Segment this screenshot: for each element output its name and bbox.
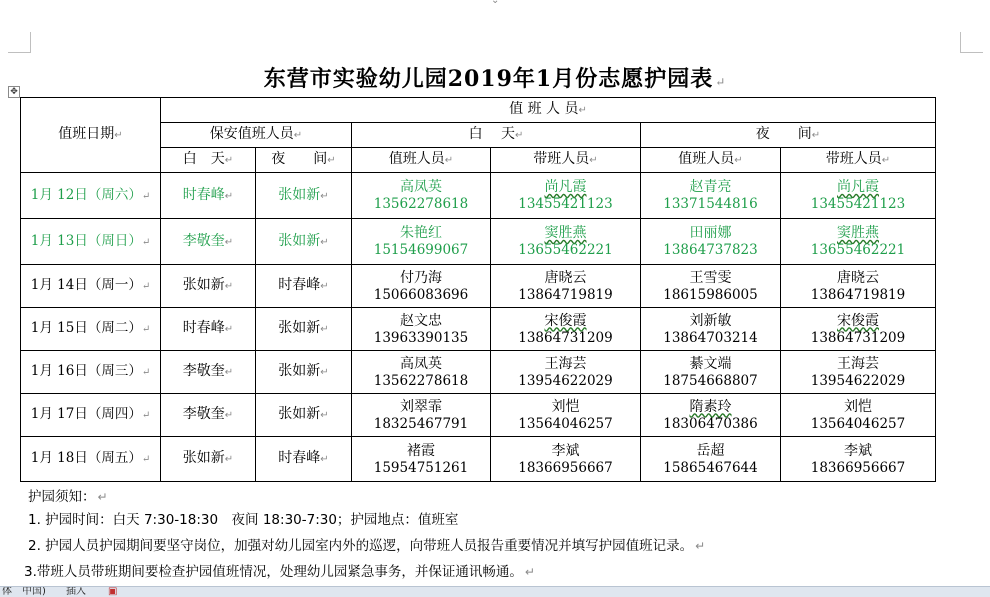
security-night-cell: 时春峰↵ (256, 265, 352, 308)
night-duty-cell: 王雪雯 18615986005 (641, 265, 781, 308)
security-day-cell: 张如新↵ (161, 437, 256, 482)
security-day-cell: 张如新↵ (161, 265, 256, 308)
notes-item-3: 3.带班人员带班期间要检查护园值班情况，处理幼儿园紧急事务，并保证通讯畅通。 ↵ (24, 564, 535, 580)
night-duty-cell: 田丽娜 13864737823 (641, 219, 781, 265)
header-date: 值班日期↵ (21, 98, 161, 173)
header-security-night: 夜 间↵ (256, 148, 352, 173)
table-row (21, 265, 936, 308)
night-lead-cell: 刘恺 13564046257 (781, 394, 936, 437)
header-night-lead: 带班人员↵ (781, 148, 936, 173)
spellcheck-icon[interactable]: ▣ (108, 586, 118, 597)
night-lead-cell: 尚凡霞 13455421123 (781, 173, 936, 219)
security-night-cell: 时春峰↵ (256, 437, 352, 482)
status-insert-mode[interactable]: 插入 (66, 586, 86, 597)
table-move-handle-icon[interactable]: ✥ (8, 86, 20, 98)
row-date: 1月 13日（周日）↵ (21, 219, 161, 265)
row-date: 1月 12日（周六）↵ (21, 173, 161, 219)
day-duty-cell: 赵文忠 13963390135 (352, 308, 491, 351)
notes-heading: 护园须知： ↵ (28, 489, 108, 505)
status-language[interactable]: 体 中国) (2, 586, 46, 597)
status-bar (0, 586, 990, 597)
header-staff: 值 班 人 员↵ (161, 98, 936, 123)
day-lead-cell: 唐晓云 13864719819 (491, 265, 641, 308)
day-lead-cell: 刘恺 13564046257 (491, 394, 641, 437)
notes-item-1: 1. 护园时间：白天 7:30-18:30 夜间 18:30-7:30；护园地点：值班室 (28, 512, 459, 528)
night-duty-cell: 綦文端 18754668807 (641, 351, 781, 394)
night-lead-cell: 李斌 18366956667 (781, 437, 936, 482)
document-title: 东营市实验幼儿园2019年1月份志愿护园表 ↵ (263, 66, 727, 92)
duty-table (20, 97, 936, 482)
day-lead-cell: 王海芸 13954622029 (491, 351, 641, 394)
night-duty-cell: 岳超 15865467644 (641, 437, 781, 482)
scroll-marker-icon: ⌄ (491, 0, 500, 6)
night-duty-cell: 隋素玲 18306470386 (641, 394, 781, 437)
header-night: 夜 间↵ (641, 123, 936, 148)
notes-section (24, 487, 928, 585)
table-row (21, 394, 936, 437)
day-duty-cell: 高凤英 13562278618 (352, 173, 491, 219)
row-date: 1月 17日（周四）↵ (21, 394, 161, 437)
day-duty-cell: 刘翠霏 18325467791 (352, 394, 491, 437)
table-row (21, 173, 936, 219)
security-day-cell: 李敬奎↵ (161, 394, 256, 437)
night-lead-cell: 窦胜燕 13655462221 (781, 219, 936, 265)
header-day-lead: 带班人员↵ (491, 148, 641, 173)
table-row (21, 437, 936, 482)
day-duty-cell: 朱艳红 15154699067 (352, 219, 491, 265)
row-date: 1月 14日（周一）↵ (21, 265, 161, 308)
day-duty-cell: 高凤英 13562278618 (352, 351, 491, 394)
security-night-cell: 张如新↵ (256, 173, 352, 219)
notes-item-2: 2. 护园人员护园期间要坚守岗位，加强对幼儿园室内外的巡逻，向带班人员报告重要情况并填写护园值班记录。 ↵ (28, 538, 706, 554)
night-lead-cell: 王海芸 13954622029 (781, 351, 936, 394)
night-duty-cell: 赵青亮 13371544816 (641, 173, 781, 219)
row-date: 1月 15日（周二）↵ (21, 308, 161, 351)
header-security-day: 白 天↵ (161, 148, 256, 173)
header-security: 保安值班人员↵ (161, 123, 352, 148)
row-date: 1月 16日（周三）↵ (21, 351, 161, 394)
day-duty-cell: 褚霞 15954751261 (352, 437, 491, 482)
header-night-duty: 值班人员↵ (641, 148, 781, 173)
security-day-cell: 李敬奎↵ (161, 351, 256, 394)
night-duty-cell: 刘新敏 13864703214 (641, 308, 781, 351)
day-lead-cell: 宋俊霞 13864731209 (491, 308, 641, 351)
day-duty-cell: 付乃海 15066083696 (352, 265, 491, 308)
night-lead-cell: 唐晓云 13864719819 (781, 265, 936, 308)
day-lead-cell: 李斌 18366956667 (491, 437, 641, 482)
row-date: 1月 18日（周五）↵ (21, 437, 161, 482)
table-row (21, 308, 936, 351)
security-day-cell: 李敬奎↵ (161, 219, 256, 265)
security-day-cell: 时春峰↵ (161, 173, 256, 219)
table-row (21, 351, 936, 394)
security-day-cell: 时春峰↵ (161, 308, 256, 351)
header-day: 白 天↵ (352, 123, 641, 148)
header-day-duty: 值班人员↵ (352, 148, 491, 173)
day-lead-cell: 窦胜燕 13655462221 (491, 219, 641, 265)
page-corner-mark-right (960, 32, 983, 53)
security-night-cell: 张如新↵ (256, 351, 352, 394)
security-night-cell: 张如新↵ (256, 219, 352, 265)
night-lead-cell: 宋俊霞 13864731209 (781, 308, 936, 351)
page-corner-mark-left (8, 32, 31, 53)
security-night-cell: 张如新↵ (256, 308, 352, 351)
security-night-cell: 张如新↵ (256, 394, 352, 437)
table-row (21, 219, 936, 265)
day-lead-cell: 尚凡霞 13455421123 (491, 173, 641, 219)
